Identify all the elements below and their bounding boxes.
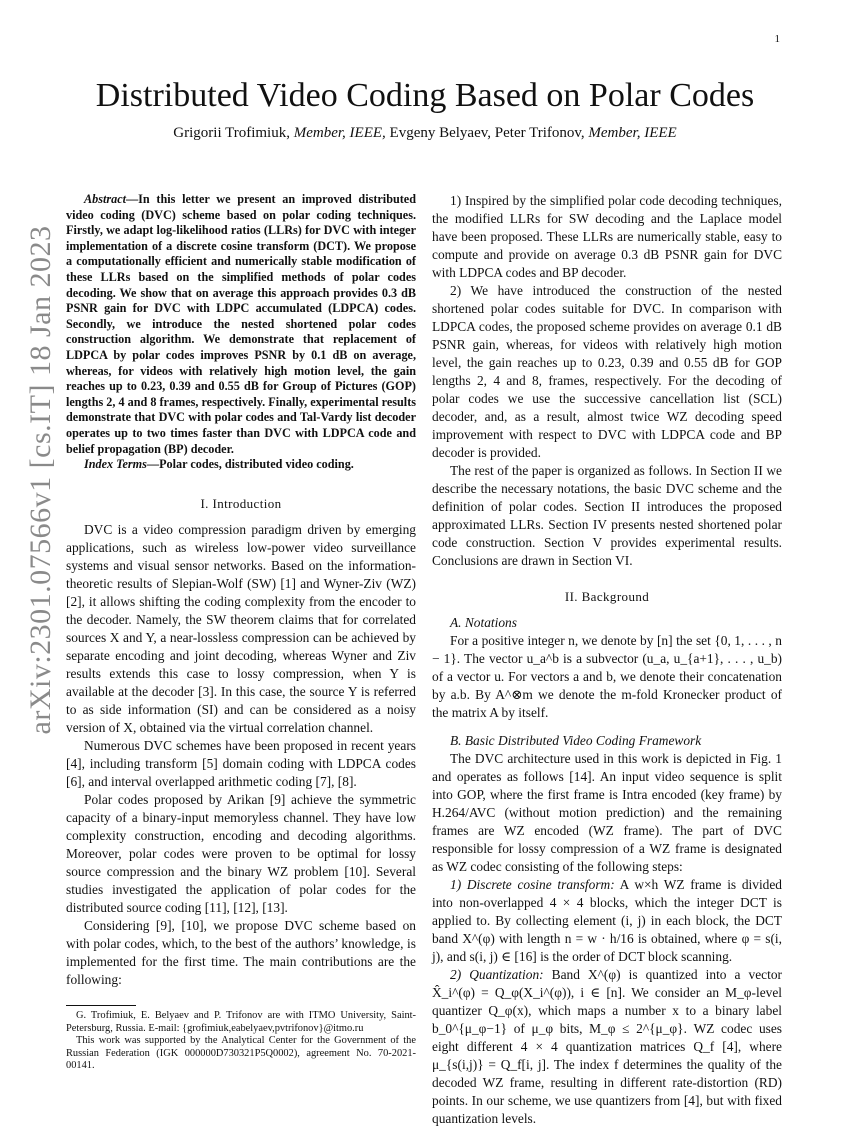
notations-paragraph: For a positive integer n, we denote by [n] the set {0, 1, . . . , n − 1}. The vector u_a^b is a subvector (u_a, u_{a+1}, . . . , u_b) of a vector u. For vectors a and b, we denote their concatenation by a.b. By A^⊗m we denote the m-fold Kronecker product of the matrix A by itself. — [432, 633, 782, 720]
index-terms — [66, 457, 416, 473]
quantization-step — [432, 966, 782, 1128]
dct-step — [432, 876, 782, 966]
dvc-framework-paragraph: The DVC architecture used in this work is depicted in Fig. 1 and operates as follows [14]. An input video sequence is split into GOP, where the first frame is Intra encoded (key frame) by H.264/AVC (without motion prediction) and the remaining frames are WZ encoded (WZ frame). The part of DVC responsible for lossy compression of a WZ frame is designated as WZ codec consisting of the following steps: — [432, 751, 782, 874]
intro-paragraph-1: DVC is a video compression paradigm driven by emerging applications, such as wireless low-power video surveillance systems and visual sensor networks. Based on the information-theoretic results of Slepian-Wolf (SW) [1] and Wyner-Ziv (WZ) [2], it allows shifting the coding complexity from the encoder to the decoder. Namely, the SW theorem claims that for correlated sources X and Y, a near-lossless compression can be achieved by separate encoding and joint decoding, whereas Wyner and Ziv results extends this case to lossy compression, when Y is available at the decoder [3]. In this case, the source Y is referred to as side information (SI) and can be considered as a noisy version of X, obtained via the virtual correlation channel. — [66, 521, 416, 735]
footnote-affiliation: G. Trofimiuk, E. Belyaev and P. Trifonov are with ITMO University, Saint-Petersburg, Russia. E-mail: {grofimiuk,eabelyaev,pvtrifonov}@itmo.ru — [66, 1010, 416, 1034]
footnotes — [66, 1005, 416, 1073]
footnote-funding: This work was supported by the Analytical Center for the Government of the Russian Federation (IGK 000000D730321P5Q0002), agreement No. 70-2021-00141. — [66, 1035, 416, 1072]
authors-2-3: Evgeny Belyaev, Peter Trifonov, — [389, 125, 585, 141]
dct-step-text: A w×h WZ frame is divided into non-overlapped 4 × 4 blocks, which the integer DCT is applied to. By collecting element (i, j) in each block, the DCT band X^(φ) with length n = w · h/16 is obtained, where φ = s(i, j), and s(i, j) ∈ [16] is the order of DCT block scanning. — [432, 877, 783, 964]
quantization-step-label: 2) Quantization: — [450, 967, 544, 982]
author-1-role: Member, IEEE, — [293, 125, 386, 141]
index-terms-label: Index Terms — [84, 457, 147, 472]
right-column — [432, 192, 782, 1128]
author-1: Grigorii Trofimiuk, — [173, 125, 290, 141]
abstract — [66, 192, 416, 457]
contribution-1: 1) Inspired by the simplified polar code decoding techniques, the modified LLRs for SW decoding and the Laplace model have been proposed. These LLRs are numerically stable, easy to compute and provide on average 0.3 dB PSNR gain for DVC with LDPCA codes and BP decoder. — [432, 193, 782, 280]
subsection-dvc-framework: B. Basic Distributed Video Coding Framework — [450, 733, 702, 748]
author-3-role: Member, IEEE — [588, 125, 677, 141]
contribution-2: 2) We have introduced the construction of the nested shortened polar codes suitable for DVC. In comparison with LDPCA codes, the proposed scheme provides on average 0.1 dB PSNR gain, whereas, for videos with relatively high motion level, the gain reaches up to 0.23, 0.39 and 0.55 dB for GOP lengths 2, 4 and 8, frames, respectively. For the decoding of polar codes we use the successive cancellation list (SCL) decoder, and, as a result, almost twice WZ decoding speed improvement with respect to DVC with LDPCA code and BP decoder is provided. — [432, 283, 782, 460]
page-number: 1 — [774, 33, 780, 45]
arxiv-id: arXiv:2301.07566v1 [cs.IT] 18 Jan 2023 — [24, 225, 57, 735]
subsection-notations: A. Notations — [450, 615, 517, 630]
section-heading-introduction: I. Introduction — [200, 495, 282, 511]
section-heading-background: II. Background — [564, 589, 650, 604]
author-line — [60, 125, 790, 142]
paper-title: Distributed Video Coding Based on Polar Codes — [95, 77, 755, 114]
left-column — [66, 192, 416, 989]
abstract-text: —In this letter we present an improved distributed video coding (DVC) scheme based on polar coding techniques. Firstly, we adapt log-likelihood ratios (LLRs) for DVC with integer implementation of a discrete cosine transform (DCT). We propose a computationally efficient and numerically stable modification of these LLRs based on the simplified methods of polar codes decoding. We show that on average this approach provides 0.3 dB PSNR gain for DVC with LDPC accumulated (LDPCA) codes. Secondly, we introduce the nested shortened polar codes construction algorithm. We demonstrate that replacement of LDPCA by polar codes improves PSNR by 0.1 dB on average, whereas, for videos with relatively high motion level, the gain reaches up to 0.23, 0.39 and 0.55 dB for Group of Pictures (GOP) lengths 2, 4 and 8 frames, respectively. Finally, experimental results demonstrate that DVC with polar codes and Tal-Vardy list decoder operates up to two times faster than DVC with LDPCA code and belief propagation (BP) decoder. — [66, 192, 416, 456]
intro-paragraph-2: Numerous DVC schemes have been proposed in recent years [4], including transform [5] domain coding with LDPCA codes [6], and interval overlapped arithmetic coding [7], [8]. — [66, 737, 416, 789]
organization-paragraph: The rest of the paper is organized as follows. In Section II we describe the necessary notations, the basic DVC scheme and the definition of polar codes. Section II introduces the proposed approximated LLRs. Section IV presents nested shortened polar code construction. Section V provides experimental results. Conclusions are drawn in Section VI. — [432, 463, 782, 568]
abstract-label: Abstract — [84, 192, 126, 206]
index-terms-text: —Polar codes, distributed video coding. — [146, 457, 354, 472]
quantization-step-text: Band X^(φ) is quantized into a vector X̂_i^(φ) = Q_φ(X_i^(φ)), i ∈ [n]. We consider an M_φ-level quantizer Q_φ(x), which maps a number x to a binary label b_0^{μ_φ−1} of μ_φ bits, M_φ ≤ 2^{μ_φ}. WZ codec uses eight different 4 × 4 quantization matrices Q_f [4], where μ_{s(i,j)} = Q_f[i, j]. The index f determines the quality of the decoded WZ frame, resulting in different rate-distortion (RD) points. In our scheme, we use quantizers from [4], but with fixed quantization levels. — [432, 967, 782, 1126]
intro-paragraph-4: Considering [9], [10], we propose DVC scheme based on with polar codes, which, to the best of the authors’ knowledge, is implemented for the first time. The main contributions are the following: — [66, 917, 416, 987]
intro-paragraph-3: Polar codes proposed by Arikan [9] achieve the symmetric capacity of a binary-input memoryless channel. They have low complexity construction, encoding and decoding algorithms. Moreover, polar codes were proven to be optimal for lossy source compression and the binary WZ problem [10]. Several studies investigated the application of polar codes for the distributed source coding [11], [12], [13]. — [66, 791, 416, 915]
dct-step-label: 1) Discrete cosine transform: — [450, 877, 615, 892]
arxiv-stamp — [16, 225, 66, 735]
footnote-rule — [66, 1005, 136, 1006]
